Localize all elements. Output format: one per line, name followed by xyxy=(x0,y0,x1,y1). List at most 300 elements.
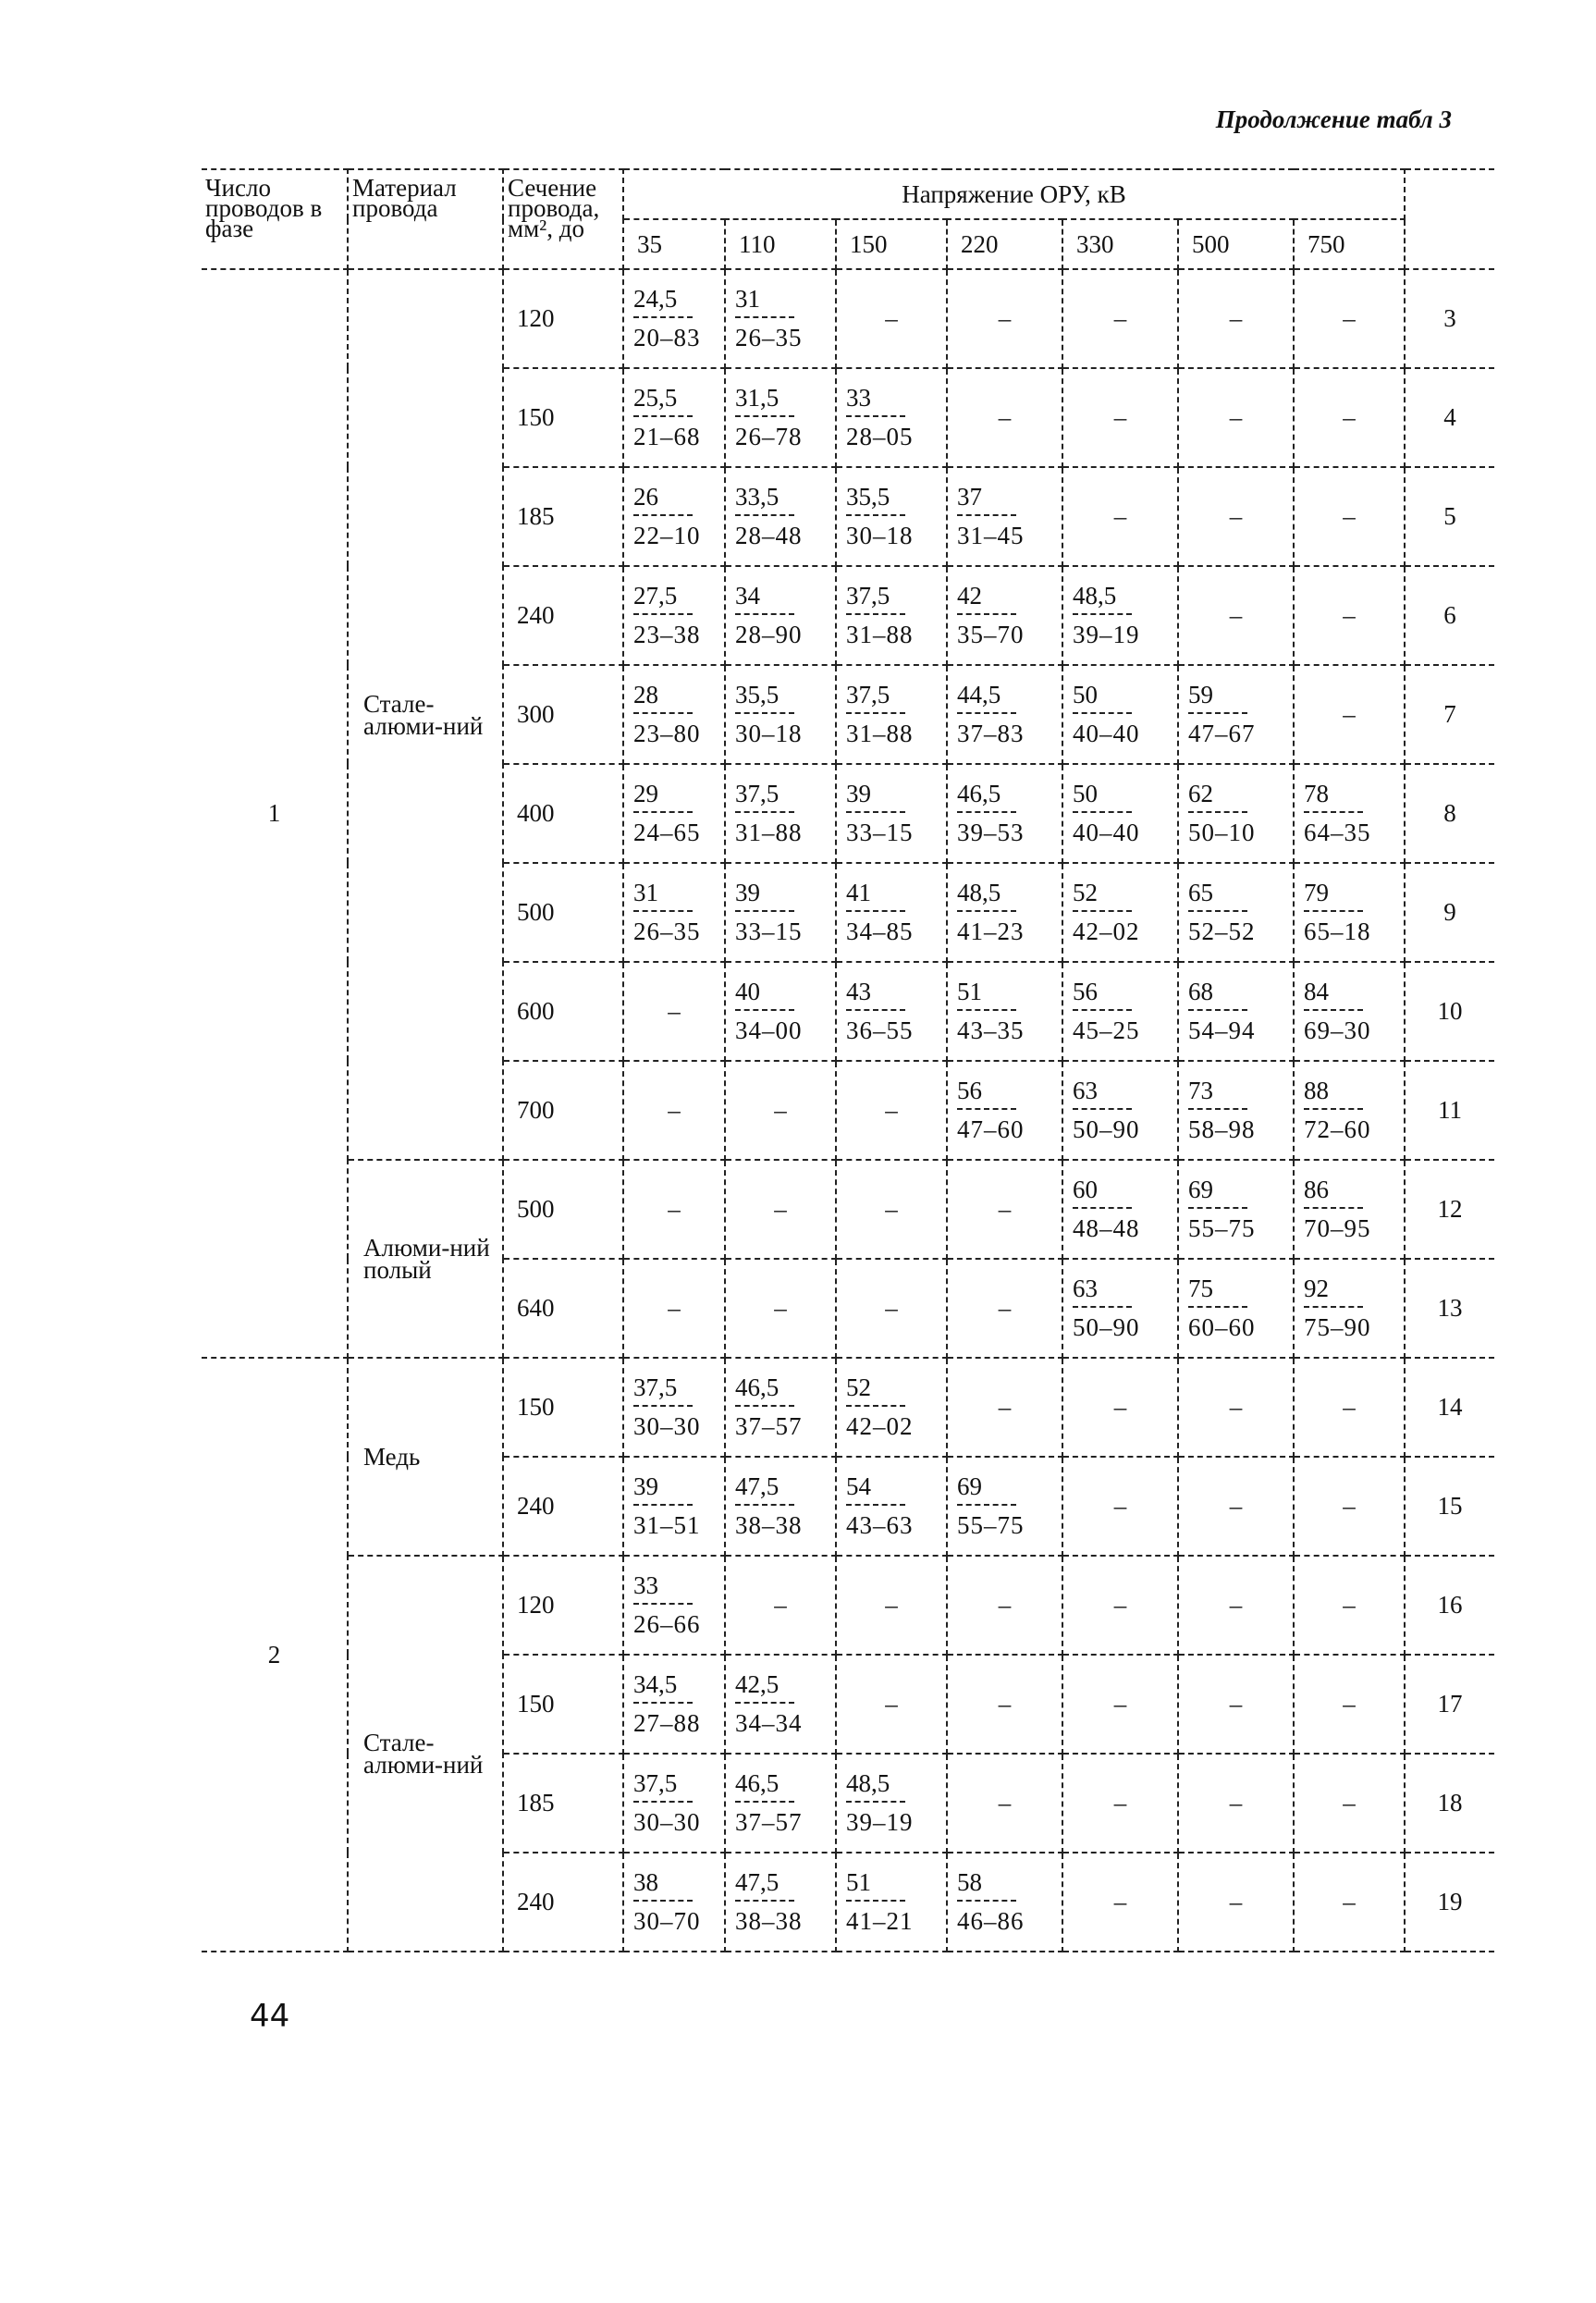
header-voltage-35: 35 xyxy=(623,219,725,269)
fraction-denominator: 37–57 xyxy=(735,1808,803,1836)
fraction-denominator: 26–35 xyxy=(735,324,803,351)
empty-cell: – xyxy=(1062,1457,1178,1556)
fraction xyxy=(1179,1176,1256,1242)
empty-cell: – xyxy=(1178,1358,1294,1457)
fraction-denominator: 46–86 xyxy=(957,1907,1025,1935)
fraction-bar xyxy=(1073,1207,1132,1209)
fraction-bar xyxy=(957,712,1016,714)
fraction-denominator: 23–38 xyxy=(633,621,701,648)
fraction-bar xyxy=(846,1801,905,1803)
value-cell xyxy=(623,1457,725,1556)
empty-cell: – xyxy=(725,1556,836,1655)
fraction xyxy=(726,1472,803,1539)
value-cell xyxy=(623,764,725,863)
table-body xyxy=(202,269,1494,1952)
fraction xyxy=(726,384,803,450)
wire-count-cell: 2 xyxy=(202,1358,348,1952)
fraction-numerator: 75 xyxy=(1188,1275,1213,1302)
fraction-bar xyxy=(735,514,794,516)
fraction-denominator: 58–98 xyxy=(1188,1115,1256,1143)
fraction-bar xyxy=(735,1702,794,1704)
row-number-cell: 18 xyxy=(1405,1754,1494,1853)
fraction xyxy=(1179,879,1256,945)
row-number-cell: 17 xyxy=(1405,1655,1494,1754)
fraction-numerator: 48,5 xyxy=(846,1769,890,1797)
wire-count-cell: 1 xyxy=(202,269,348,1358)
empty-cell: – xyxy=(1294,1556,1405,1655)
fraction xyxy=(1179,978,1256,1044)
fraction-bar xyxy=(846,1504,905,1506)
fraction-bar xyxy=(633,811,693,813)
fraction-bar xyxy=(957,613,1016,615)
value-cell xyxy=(725,962,836,1061)
fraction-denominator: 55–75 xyxy=(1188,1214,1256,1242)
row-number-cell: 13 xyxy=(1405,1259,1494,1358)
fraction xyxy=(1063,1077,1140,1143)
fraction xyxy=(1295,978,1371,1044)
value-cell xyxy=(836,1457,947,1556)
fraction-denominator: 37–83 xyxy=(957,720,1025,747)
fraction-denominator: 28–90 xyxy=(735,621,803,648)
fraction-bar xyxy=(846,811,905,813)
fraction-denominator: 41–23 xyxy=(957,918,1025,945)
empty-cell: – xyxy=(1178,269,1294,368)
fraction-numerator: 78 xyxy=(1304,780,1329,807)
header-voltage: Напряжение ОРУ, кВ xyxy=(623,169,1405,219)
empty-cell: – xyxy=(836,1061,947,1160)
fraction xyxy=(1063,1275,1140,1341)
fraction-numerator: 56 xyxy=(1073,978,1098,1005)
fraction-bar xyxy=(633,1900,693,1902)
fraction-denominator: 48–48 xyxy=(1073,1214,1140,1242)
fraction-numerator: 37 xyxy=(957,483,982,511)
value-cell xyxy=(725,566,836,665)
table-row xyxy=(202,1160,1494,1259)
empty-cell: – xyxy=(1294,1358,1405,1457)
header-section: Сечение провода, мм², до xyxy=(503,169,623,269)
fraction-numerator: 73 xyxy=(1188,1077,1213,1104)
fraction-numerator: 44,5 xyxy=(957,681,1001,708)
value-cell xyxy=(1178,962,1294,1061)
fraction xyxy=(948,978,1025,1044)
fraction-denominator: 69–30 xyxy=(1304,1016,1371,1044)
empty-cell: – xyxy=(1294,1853,1405,1952)
fraction-bar xyxy=(1304,1009,1363,1011)
fraction-numerator: 84 xyxy=(1304,978,1329,1005)
empty-cell: – xyxy=(1178,1853,1294,1952)
value-cell xyxy=(1294,764,1405,863)
page-number: 44 xyxy=(250,1998,290,2035)
fraction-bar xyxy=(1188,910,1247,912)
fraction-denominator: 34–85 xyxy=(846,918,914,945)
empty-cell: – xyxy=(1178,1457,1294,1556)
fraction-denominator: 24–65 xyxy=(633,819,701,846)
fraction xyxy=(624,1373,701,1440)
fraction-numerator: 33 xyxy=(633,1571,658,1599)
fraction-bar xyxy=(1073,910,1132,912)
fraction xyxy=(1179,681,1256,747)
value-cell xyxy=(725,1457,836,1556)
empty-cell: – xyxy=(623,1259,725,1358)
fraction-denominator: 35–70 xyxy=(957,621,1025,648)
fraction-numerator: 46,5 xyxy=(957,780,1001,807)
value-cell xyxy=(725,1655,836,1754)
fraction xyxy=(948,879,1025,945)
value-cell xyxy=(1062,566,1178,665)
fraction xyxy=(726,681,803,747)
fraction-numerator: 39 xyxy=(633,1472,658,1500)
fraction-bar xyxy=(1073,1108,1132,1110)
fraction-denominator: 31–51 xyxy=(633,1511,701,1539)
fraction xyxy=(837,978,914,1044)
fraction-numerator: 34 xyxy=(735,582,760,610)
fraction-denominator: 50–90 xyxy=(1073,1313,1140,1341)
fraction-numerator: 62 xyxy=(1188,780,1213,807)
section-cell: 640 xyxy=(503,1259,623,1358)
value-cell xyxy=(836,467,947,566)
fraction-numerator: 50 xyxy=(1073,780,1098,807)
empty-cell: – xyxy=(947,1655,1062,1754)
fraction xyxy=(1063,681,1140,747)
value-cell xyxy=(947,467,1062,566)
fraction xyxy=(726,879,803,945)
fraction-denominator: 36–55 xyxy=(846,1016,914,1044)
empty-cell: – xyxy=(623,1061,725,1160)
fraction-bar xyxy=(846,1405,905,1407)
fraction-denominator: 26–66 xyxy=(633,1610,701,1638)
fraction-bar xyxy=(1304,811,1363,813)
empty-cell: – xyxy=(1062,269,1178,368)
fraction xyxy=(1063,582,1140,648)
row-number-cell: 6 xyxy=(1405,566,1494,665)
header-voltage-220: 220 xyxy=(947,219,1062,269)
fraction-numerator: 58 xyxy=(957,1868,982,1896)
fraction-numerator: 92 xyxy=(1304,1275,1329,1302)
section-cell: 150 xyxy=(503,1358,623,1457)
row-number-cell: 10 xyxy=(1405,962,1494,1061)
row-number-cell: 4 xyxy=(1405,368,1494,467)
row-number-cell: 3 xyxy=(1405,269,1494,368)
fraction-bar xyxy=(735,712,794,714)
value-cell xyxy=(1178,1061,1294,1160)
fraction xyxy=(837,1769,914,1836)
table-row xyxy=(202,1358,1494,1457)
empty-cell: – xyxy=(1062,1853,1178,1952)
fraction xyxy=(624,1472,701,1539)
fraction xyxy=(837,1472,914,1539)
empty-cell: – xyxy=(1294,1655,1405,1754)
empty-cell: – xyxy=(1294,368,1405,467)
empty-cell: – xyxy=(947,1556,1062,1655)
fraction-bar xyxy=(1073,1306,1132,1308)
fraction-numerator: 63 xyxy=(1073,1275,1098,1302)
value-cell xyxy=(947,1853,1062,1952)
empty-cell: – xyxy=(1294,467,1405,566)
fraction-numerator: 88 xyxy=(1304,1077,1329,1104)
empty-cell: – xyxy=(836,1556,947,1655)
empty-cell: – xyxy=(836,269,947,368)
fraction xyxy=(837,483,914,549)
fraction xyxy=(1063,780,1140,846)
wire-section-table xyxy=(202,168,1494,1952)
empty-cell: – xyxy=(1062,467,1178,566)
fraction-bar xyxy=(633,415,693,417)
value-cell xyxy=(725,1358,836,1457)
value-cell xyxy=(947,962,1062,1061)
fraction-denominator: 38–38 xyxy=(735,1511,803,1539)
fraction-denominator: 23–80 xyxy=(633,720,701,747)
row-number-cell: 9 xyxy=(1405,863,1494,962)
row-number-cell: 14 xyxy=(1405,1358,1494,1457)
fraction-bar xyxy=(1073,1009,1132,1011)
fraction-bar xyxy=(957,1108,1016,1110)
fraction-bar xyxy=(633,1702,693,1704)
fraction-bar xyxy=(735,1009,794,1011)
value-cell xyxy=(725,467,836,566)
fraction-denominator: 26–78 xyxy=(735,423,803,450)
fraction-numerator: 33 xyxy=(846,384,871,412)
fraction-denominator: 52–52 xyxy=(1188,918,1256,945)
fraction-denominator: 30–70 xyxy=(633,1907,701,1935)
value-cell xyxy=(725,269,836,368)
fraction xyxy=(1179,780,1256,846)
fraction-bar xyxy=(846,514,905,516)
empty-cell: – xyxy=(1062,1655,1178,1754)
fraction-bar xyxy=(633,613,693,615)
table-row xyxy=(202,1556,1494,1655)
empty-cell: – xyxy=(947,368,1062,467)
fraction-bar xyxy=(633,316,693,318)
fraction-denominator: 34–34 xyxy=(735,1709,803,1737)
fraction-bar xyxy=(1304,910,1363,912)
section-cell: 150 xyxy=(503,1655,623,1754)
fraction xyxy=(726,285,803,351)
empty-cell: – xyxy=(623,962,725,1061)
fraction-numerator: 35,5 xyxy=(846,483,890,511)
fraction-denominator: 43–63 xyxy=(846,1511,914,1539)
fraction-denominator: 42–02 xyxy=(1073,918,1140,945)
fraction-bar xyxy=(633,712,693,714)
section-cell: 240 xyxy=(503,566,623,665)
fraction-numerator: 51 xyxy=(957,978,982,1005)
value-cell xyxy=(1178,863,1294,962)
fraction-bar xyxy=(957,811,1016,813)
value-cell xyxy=(623,1358,725,1457)
fraction-denominator: 31–88 xyxy=(846,720,914,747)
fraction-numerator: 37,5 xyxy=(846,681,890,708)
row-number-cell: 19 xyxy=(1405,1853,1494,1952)
fraction xyxy=(1179,1077,1256,1143)
empty-cell: – xyxy=(1294,269,1405,368)
header-voltage-750: 750 xyxy=(1294,219,1405,269)
fraction-numerator: 43 xyxy=(846,978,871,1005)
fraction xyxy=(837,879,914,945)
fraction xyxy=(624,1868,701,1935)
fraction-numerator: 46,5 xyxy=(735,1373,780,1401)
fraction-numerator: 26 xyxy=(633,483,658,511)
fraction-denominator: 50–10 xyxy=(1188,819,1256,846)
fraction-bar xyxy=(633,910,693,912)
fraction-bar xyxy=(633,514,693,516)
fraction xyxy=(1179,1275,1256,1341)
fraction-numerator: 48,5 xyxy=(1073,582,1117,610)
fraction-numerator: 29 xyxy=(633,780,658,807)
value-cell xyxy=(725,1853,836,1952)
fraction-numerator: 63 xyxy=(1073,1077,1098,1104)
fraction xyxy=(726,780,803,846)
fraction-bar xyxy=(957,1900,1016,1902)
fraction-bar xyxy=(957,1009,1016,1011)
fraction-bar xyxy=(1188,1306,1247,1308)
fraction-denominator: 26–35 xyxy=(633,918,701,945)
empty-cell: – xyxy=(1062,1358,1178,1457)
empty-cell: – xyxy=(1294,665,1405,764)
value-cell xyxy=(836,665,947,764)
table-row xyxy=(202,269,1494,368)
empty-cell: – xyxy=(1178,1655,1294,1754)
fraction-numerator: 59 xyxy=(1188,681,1213,708)
fraction-denominator: 39–19 xyxy=(1073,621,1140,648)
empty-cell: – xyxy=(947,269,1062,368)
fraction-denominator: 28–48 xyxy=(735,522,803,549)
value-cell xyxy=(623,1655,725,1754)
value-cell xyxy=(836,764,947,863)
fraction-bar xyxy=(846,1900,905,1902)
fraction-numerator: 33,5 xyxy=(735,483,780,511)
fraction-numerator: 79 xyxy=(1304,879,1329,906)
section-cell: 600 xyxy=(503,962,623,1061)
fraction xyxy=(1295,1077,1371,1143)
fraction-bar xyxy=(846,1009,905,1011)
section-cell: 700 xyxy=(503,1061,623,1160)
material-cell: Алюми-ний полый xyxy=(348,1160,503,1358)
value-cell xyxy=(623,665,725,764)
value-cell xyxy=(947,764,1062,863)
fraction-bar xyxy=(846,613,905,615)
fraction-numerator: 52 xyxy=(1073,879,1098,906)
fraction-numerator: 52 xyxy=(846,1373,871,1401)
value-cell xyxy=(836,962,947,1061)
fraction-bar xyxy=(1188,1207,1247,1209)
fraction-numerator: 47,5 xyxy=(735,1868,780,1896)
fraction-numerator: 25,5 xyxy=(633,384,678,412)
value-cell xyxy=(623,1853,725,1952)
fraction-denominator: 45–25 xyxy=(1073,1016,1140,1044)
value-cell xyxy=(947,1061,1062,1160)
value-cell xyxy=(1178,764,1294,863)
fraction-denominator: 72–60 xyxy=(1304,1115,1371,1143)
fraction xyxy=(726,978,803,1044)
fraction-denominator: 31–45 xyxy=(957,522,1025,549)
fraction-denominator: 30–18 xyxy=(846,522,914,549)
table-continuation-note: Продолжение табл 3 xyxy=(1215,105,1452,133)
fraction-bar xyxy=(1304,1207,1363,1209)
fraction-numerator: 60 xyxy=(1073,1176,1098,1203)
fraction-denominator: 22–10 xyxy=(633,522,701,549)
fraction xyxy=(1063,1176,1140,1242)
row-number-cell: 16 xyxy=(1405,1556,1494,1655)
fraction xyxy=(837,780,914,846)
fraction xyxy=(624,1769,701,1836)
section-cell: 185 xyxy=(503,1754,623,1853)
value-cell xyxy=(836,368,947,467)
header-material: Материал провода xyxy=(348,169,503,269)
fraction xyxy=(624,879,701,945)
fraction-numerator: 28 xyxy=(633,681,658,708)
empty-cell: – xyxy=(836,1259,947,1358)
section-cell: 240 xyxy=(503,1457,623,1556)
fraction xyxy=(948,681,1025,747)
value-cell xyxy=(947,1457,1062,1556)
value-cell xyxy=(1178,1259,1294,1358)
fraction-denominator: 31–88 xyxy=(846,621,914,648)
fraction-bar xyxy=(735,316,794,318)
empty-cell: – xyxy=(1178,1556,1294,1655)
fraction-bar xyxy=(1188,712,1247,714)
fraction-numerator: 37,5 xyxy=(735,780,780,807)
empty-cell: – xyxy=(1062,1556,1178,1655)
fraction-bar xyxy=(1073,712,1132,714)
value-cell xyxy=(1062,764,1178,863)
fraction-denominator: 75–90 xyxy=(1304,1313,1371,1341)
fraction-bar xyxy=(735,1900,794,1902)
fraction-bar xyxy=(957,1504,1016,1506)
value-cell xyxy=(836,1754,947,1853)
fraction-numerator: 48,5 xyxy=(957,879,1001,906)
fraction-numerator: 46,5 xyxy=(735,1769,780,1797)
fraction xyxy=(726,1670,803,1737)
fraction-numerator: 47,5 xyxy=(735,1472,780,1500)
fraction xyxy=(837,1373,914,1440)
fraction-denominator: 40–40 xyxy=(1073,720,1140,747)
fraction xyxy=(948,483,1025,549)
section-cell: 185 xyxy=(503,467,623,566)
fraction xyxy=(624,582,701,648)
value-cell xyxy=(836,863,947,962)
fraction-numerator: 27,5 xyxy=(633,582,678,610)
fraction-denominator: 42–02 xyxy=(846,1412,914,1440)
section-cell: 400 xyxy=(503,764,623,863)
empty-cell: – xyxy=(1178,368,1294,467)
fraction-bar xyxy=(1304,1306,1363,1308)
value-cell xyxy=(1062,1061,1178,1160)
value-cell xyxy=(947,665,1062,764)
empty-cell: – xyxy=(947,1754,1062,1853)
fraction-bar xyxy=(735,910,794,912)
section-cell: 240 xyxy=(503,1853,623,1952)
fraction-denominator: 28–05 xyxy=(846,423,914,450)
empty-cell: – xyxy=(725,1061,836,1160)
fraction-denominator: 33–15 xyxy=(735,918,803,945)
fraction-bar xyxy=(633,1504,693,1506)
header-wire-count: Число проводов в фазе xyxy=(202,169,348,269)
empty-cell: – xyxy=(1294,1457,1405,1556)
fraction-denominator: 50–90 xyxy=(1073,1115,1140,1143)
fraction xyxy=(624,681,701,747)
fraction xyxy=(726,582,803,648)
row-number-cell: 7 xyxy=(1405,665,1494,764)
value-cell xyxy=(836,1358,947,1457)
fraction-denominator: 34–00 xyxy=(735,1016,803,1044)
fraction-denominator: 43–35 xyxy=(957,1016,1025,1044)
fraction-denominator: 20–83 xyxy=(633,324,701,351)
fraction xyxy=(624,780,701,846)
fraction-numerator: 31 xyxy=(633,879,658,906)
fraction-bar xyxy=(957,514,1016,516)
empty-cell: – xyxy=(725,1160,836,1259)
value-cell xyxy=(1294,1160,1405,1259)
value-cell xyxy=(623,863,725,962)
